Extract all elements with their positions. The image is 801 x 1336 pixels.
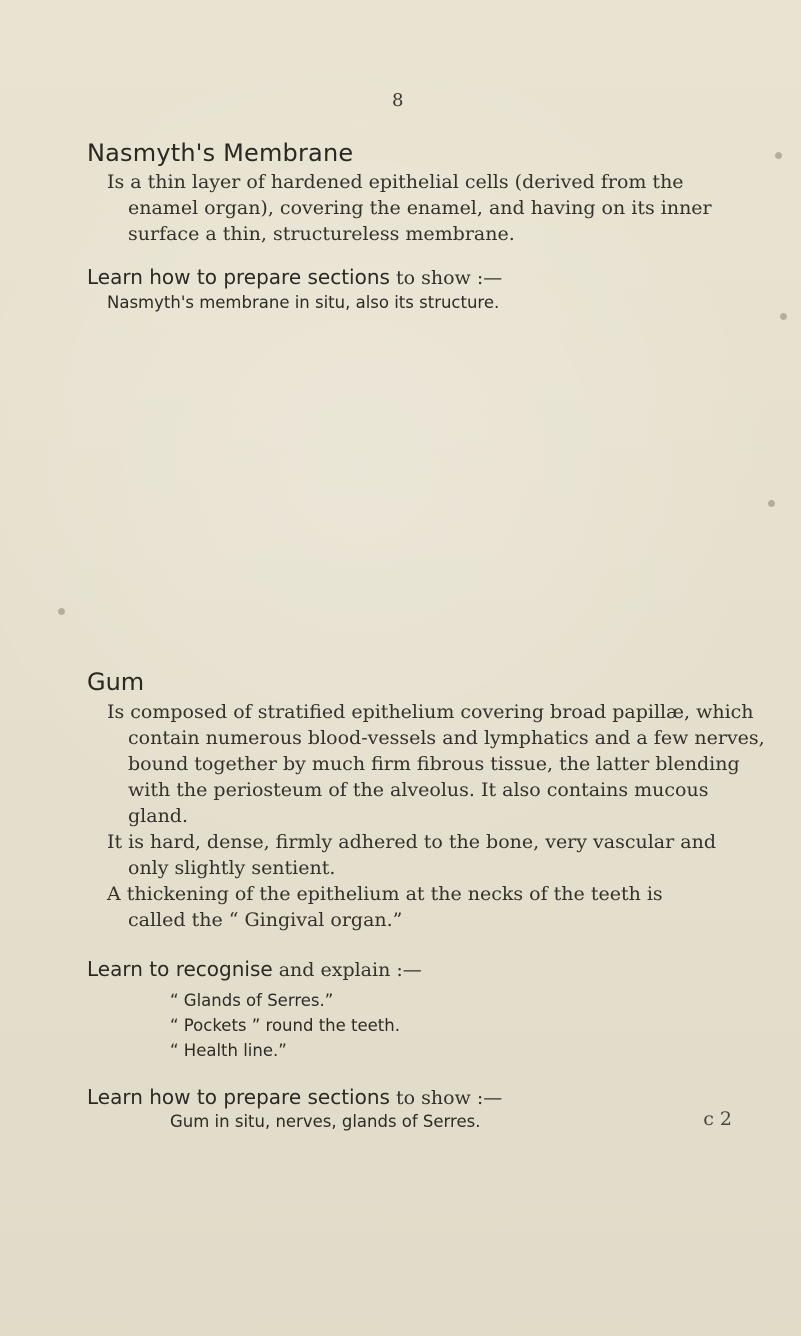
nasmyth-learn-prepare-lead: Learn how to prepare sections xyxy=(87,265,390,289)
gum-paragraph-1 xyxy=(107,699,777,829)
paper-speck-1 xyxy=(775,152,782,159)
gum-learn-recognise-rest: and explain :— xyxy=(272,959,422,981)
recognise-item-glands-of-serres: “ Glands of Serres.” xyxy=(170,991,334,1010)
section-title-gum: Gum xyxy=(87,668,145,696)
nasmyth-learn-prepare-item: Nasmyth's membrane in situ, also its structure. xyxy=(107,293,500,312)
gum-learn-recognise-label xyxy=(87,957,422,981)
gum-paragraph-1-line-3: bound together by much firm fibrous tissue, the latter blending xyxy=(128,753,740,775)
recognise-item-pockets: “ Pockets ” round the teeth. xyxy=(170,1016,400,1035)
gum-paragraph-1-line-5: gland. xyxy=(128,805,189,827)
gum-paragraph-1-line-1: Is composed of stratified epithelium covering broad papillæ, which xyxy=(107,701,754,723)
signature-marker: c 2 xyxy=(703,1108,732,1130)
gum-paragraph-1-line-4: with the periosteum of the alveolus. It also contains mucous xyxy=(128,779,709,801)
paper-speck-4 xyxy=(58,608,65,615)
nasmyth-learn-prepare-rest: to show :— xyxy=(389,267,503,289)
nasmyth-description-line-1: Is a thin layer of hardened epithelial cells (derived from the xyxy=(107,171,684,193)
nasmyth-learn-prepare-label xyxy=(87,265,502,289)
gum-learn-prepare-item: Gum in situ, nerves, glands of Serres. xyxy=(170,1112,481,1131)
gum-paragraph-2 xyxy=(107,829,777,881)
nasmyth-description-line-3: surface a thin, structureless membrane. xyxy=(128,223,515,245)
gum-paragraph-3-line-2: called the “ Gingival organ.” xyxy=(128,909,403,931)
gum-learn-prepare-rest: to show :— xyxy=(389,1087,503,1109)
paper-speck-3 xyxy=(768,500,775,507)
paper-speck-2 xyxy=(780,313,787,320)
gum-paragraph-2-line-1: It is hard, dense, firmly adhered to the bone, very vascular and xyxy=(107,831,716,853)
gum-paragraph-2-line-2: only slightly sentient. xyxy=(128,857,336,879)
nasmyth-description xyxy=(107,169,777,247)
gum-learn-prepare-label xyxy=(87,1085,502,1109)
gum-learn-prepare-lead: Learn how to prepare sections xyxy=(87,1085,390,1109)
recognise-item-health-line: “ Health line.” xyxy=(170,1041,287,1060)
gum-paragraph-3-line-1: A thickening of the epithelium at the necks of the teeth is xyxy=(107,883,663,905)
section-title-nasmyth-membrane: Nasmyth's Membrane xyxy=(87,139,354,167)
gum-paragraph-3 xyxy=(107,881,777,933)
gum-paragraph-1-line-2: contain numerous blood-vessels and lymphatics and a few nerves, xyxy=(128,727,765,749)
nasmyth-description-line-2: enamel organ), covering the enamel, and having on its inner xyxy=(128,197,712,219)
page-number: 8 xyxy=(392,90,404,111)
gum-learn-recognise-lead: Learn to recognise xyxy=(87,957,273,981)
